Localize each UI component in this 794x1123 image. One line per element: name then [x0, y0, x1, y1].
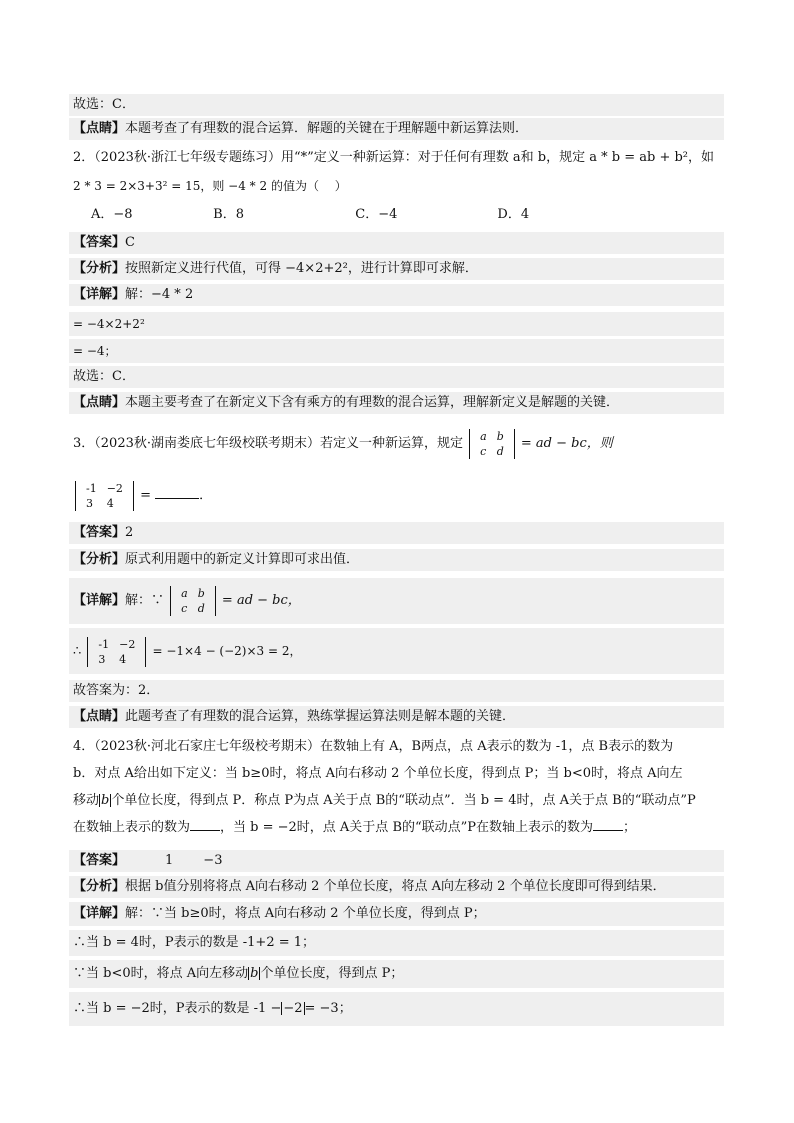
text: 4．（2023秋·河北石家庄七年级校考期末）在数轴上有 A，B两点，点 A表示的数为 -1，点 B表示的数为 — [73, 739, 674, 754]
text: 根据 b值分别将将点 A向右移动 2 个单位长度，将点 A向左移动 2 个单位长度即可得到结果． — [125, 879, 666, 894]
q2-stem-2 — [69, 176, 724, 197]
abs-value: −2 — [283, 1001, 303, 1016]
det-d: 4 — [119, 652, 127, 666]
tag-answer: 【答案】 — [73, 235, 126, 250]
q3-detail — [69, 578, 724, 624]
det-a: -1 — [86, 481, 97, 495]
q3-answer — [69, 522, 724, 544]
text: 2．（2023秋·浙江七年级专题练习）用“*”定义一种新运算：对于任何有理数 a和 b，规定 a * b = ab + b²，如 — [73, 150, 715, 165]
answer-blank-1 — [190, 818, 220, 831]
det-d: d — [197, 601, 205, 615]
det-c: 3 — [86, 496, 93, 510]
answer-2: −3 — [203, 853, 223, 868]
text: 本题主要考查了在新定义下含有乘方的有理数的混合运算，理解新定义是解题的关键． — [125, 395, 620, 410]
text: 按照新定义进行代值，可得 −4×2+2²，进行计算即可求解． — [125, 261, 478, 276]
det-c: 3 — [98, 652, 106, 666]
text: ∴当 b = 4时，P表示的数是 -1+2 = 1； — [73, 935, 316, 950]
text: 移动 — [73, 793, 100, 808]
answer-1: 1 — [165, 853, 174, 868]
det-b: −2 — [119, 637, 136, 651]
det-b: b — [197, 586, 205, 600]
determinant-numeric — [87, 637, 146, 667]
text: 解：∵ — [125, 593, 165, 608]
q2-step-1 — [69, 312, 724, 336]
q3-stem-2 — [69, 476, 724, 516]
q2-stem-1 — [69, 148, 724, 168]
tag-dianjing: 【点睛】 — [73, 121, 126, 136]
text: 故选：C． — [73, 369, 135, 384]
q2-choose — [69, 366, 724, 388]
tag-dianjing: 【点睛】 — [73, 395, 126, 410]
text: b．对点 A给出如下定义：当 b≥0时，将点 A向右移动 2 个单位长度，得到点 P；当 b<0时，将点 A向左 — [73, 766, 683, 781]
q2-answer — [69, 232, 724, 254]
determinant-numeric — [75, 481, 134, 511]
q4-answer — [69, 850, 724, 872]
det-a: a — [480, 429, 487, 443]
determinant-definition — [170, 586, 216, 616]
q3-analysis — [69, 549, 724, 571]
tag-detail: 【详解】 — [73, 906, 126, 921]
choice-a: A．−8 — [91, 207, 133, 222]
tag-dianjing: 【点睛】 — [73, 709, 126, 724]
q2-analysis — [69, 258, 724, 280]
text: ，当 b = −2时，点 A关于点 B的“联动点”P在数轴上表示的数为 — [220, 820, 594, 835]
abs-value: b — [101, 793, 110, 808]
q3-dianjing — [69, 706, 724, 728]
q3-stem-1 — [69, 424, 724, 464]
text: 3．（2023秋·湖南娄底七年级校联考期末）若定义一种新运算，规定 — [73, 436, 463, 451]
tag-detail: 【详解】 — [73, 593, 126, 608]
text: 本题考查了有理数的混合运算．解题的关键在于理解题中新运算法则． — [125, 121, 529, 136]
text: ∵当 b<0时，将点 A向左移动 — [73, 966, 249, 981]
text: 个单位长度，得到点 P； — [260, 966, 404, 981]
choice-d: D．4 — [497, 207, 530, 222]
tag-analysis: 【分析】 — [73, 879, 126, 894]
q4-stem-1 — [69, 737, 724, 757]
q4-stem-4 — [69, 818, 724, 838]
text: ∴当 b = −2时，P表示的数是 -1 − — [73, 1001, 282, 1016]
det-a: a — [181, 586, 188, 600]
text: = ad − bc，则 — [520, 436, 613, 451]
tag-detail: 【详解】 — [73, 287, 126, 302]
text: 个单位长度，得到点 P．称点 P为点 A关于点 B的“联动点”．当 b = 4时，点 A关于点 B的“联动点”P — [111, 793, 696, 808]
q2-detail — [69, 284, 724, 306]
text: ； — [623, 820, 637, 835]
det-a: -1 — [98, 637, 110, 651]
tag-answer: 【答案】 — [73, 525, 126, 540]
det-d: d — [496, 444, 504, 458]
line-choice-prev — [69, 94, 724, 116]
text: ∴ — [73, 644, 82, 659]
det-c: c — [181, 601, 188, 615]
q4-step-3 — [69, 992, 724, 1026]
text: = ad − bc， — [221, 593, 301, 608]
choice-c: C．−4 — [355, 207, 398, 222]
text: 在数轴上表示的数为 — [73, 820, 191, 835]
q2-step-2 — [69, 339, 724, 363]
abs-value: b — [250, 966, 259, 981]
answer-blank — [155, 486, 199, 499]
line-dianjing-1 — [69, 118, 724, 140]
answer-blank-2 — [593, 818, 623, 831]
text: = — [140, 488, 151, 503]
det-b: b — [496, 429, 504, 443]
q3-final — [69, 680, 724, 702]
text: 原式利用题中的新定义计算即可求出值． — [125, 552, 360, 567]
tag-answer: 【答案】 — [73, 853, 126, 868]
det-d: 4 — [106, 496, 114, 510]
text: 故答案为：2． — [73, 683, 160, 698]
det-b: −2 — [106, 481, 123, 495]
choice-b: B．8 — [213, 207, 244, 222]
q4-step-2 — [69, 960, 724, 988]
text: 故选：C． — [73, 97, 135, 112]
q4-detail — [69, 902, 724, 926]
q4-step-1 — [69, 930, 724, 956]
text: 解：−4 * 2 — [125, 287, 194, 302]
text: = −3； — [304, 1001, 352, 1016]
tag-analysis: 【分析】 — [73, 552, 126, 567]
text: ． — [199, 488, 213, 503]
text: 此题考查了有理数的混合运算，熟练掌握运算法则是解本题的关键． — [125, 709, 516, 724]
q2-choices — [69, 205, 724, 225]
q2-dianjing — [69, 392, 724, 414]
text: 2 * 3 = 2×3+3² = 15，则 −4 * 2 的值为（ ） — [73, 179, 347, 193]
q4-stem-2 — [69, 764, 724, 784]
q4-analysis — [69, 876, 724, 898]
text: 解：∵当 b≥0时，将点 A向右移动 2 个单位长度，得到点 P； — [125, 906, 486, 921]
text: = −4； — [73, 344, 117, 358]
text: C — [125, 235, 135, 250]
text: 2 — [125, 525, 134, 540]
det-c: c — [480, 444, 487, 458]
text: = −1×4 − (−2)×3 = 2， — [152, 644, 302, 658]
q3-step-1 — [69, 628, 724, 674]
q4-stem-3 — [69, 791, 724, 811]
text: = −4×2+2² — [73, 317, 145, 331]
determinant-definition — [469, 429, 515, 459]
tag-analysis: 【分析】 — [73, 261, 126, 276]
